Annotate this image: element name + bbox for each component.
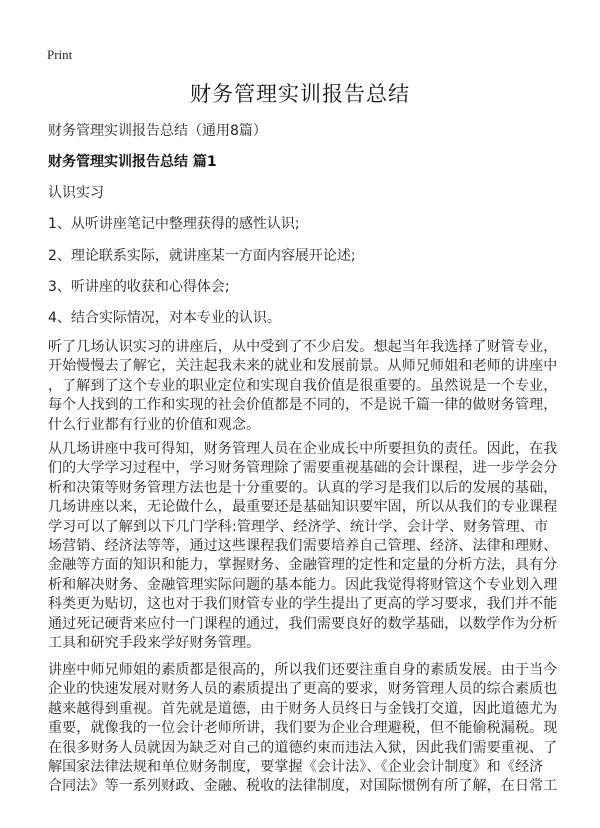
paragraph-line: 听了几场认识实习的讲座后，从中受到了不少启发。想起当年我选择了财管专业， <box>48 339 558 355</box>
paragraph-line: 从几场讲座中我可得知，财务管理人员在企业成长中所要担负的责任。因此，在我 <box>48 441 558 457</box>
paragraph-line: 析和决策等财务管理方法也是十分重要的。认真的学习是我们以后的发展的基础， <box>48 479 558 496</box>
paragraph-line: 在很多财务人员就因为缺乏对自己的道德约束而违法入狱，因此我们需要重视、了 <box>48 739 558 756</box>
paragraph-line: 越来越得到重视。首先就是道德，由于财务人员终日与金钱打交道，因此道德尤为 <box>48 700 558 717</box>
paragraph-line: 工具和研究手段来学好财务管理。 <box>48 635 261 652</box>
paragraph-line: 重要，就像我的一位会计老师所讲，我们要为企业合理避税，但不能偷税漏税。现 <box>48 720 558 737</box>
document-subtitle: 财务管理实训报告总结（通用8篇） <box>48 123 267 139</box>
paragraph-2 <box>48 440 558 653</box>
list-item: 3、听讲座的收获和心得体会; <box>48 279 230 295</box>
paragraph-line: 解国家法律法规和单位财务制度，要掌握《会计法》、《企业会计制度》和《经济 <box>48 759 544 776</box>
list-item: 4、结合实际情况，对本专业的认识。 <box>48 310 281 326</box>
paragraph-3 <box>48 661 558 797</box>
paragraph-line: 析和解决财务、金融管理实际问题的基本能力。因此我觉得将财管这个专业划入理 <box>48 576 558 593</box>
paragraph-1 <box>48 338 558 435</box>
paragraph-line: 每个人找到的工作和实现的社会价值都是不同的，不是说千篇一律的做财务管理， <box>48 397 558 414</box>
paragraph-line: 开始慢慢去了解它，关注起我未来的就业和发展前景。从师兄师姐和老师的讲座中 <box>48 358 558 375</box>
paragraph-line: 学习可以了解到以下几门学科:管理学、经济学、统计学、会计学、财务管理、市 <box>48 518 549 535</box>
paragraph-line: 企业的快速发展对财务人员的素质提出了更高的要求，财务管理人员的综合素质也 <box>48 681 558 698</box>
section-heading: 财务管理实训报告总结 篇1 <box>48 154 217 170</box>
paragraph-line: 科类更为贴切，这也对于我们财管专业的学生提出了更高的学习要求，我们并不能 <box>48 596 558 613</box>
document-title: 财务管理实训报告总结 <box>190 82 410 106</box>
paragraph-line: 合同法》等一系列财政、金融、税收的法律制度，对国际惯例有所了解，在日常工 <box>48 778 558 795</box>
print-label: Print <box>47 47 73 62</box>
paragraph-line: 金融等方面的知识和能力，掌握财务、金融管理的定性和定量的分析方法，具有分 <box>48 557 558 574</box>
paragraph-line: 讲座中师兄师姐的素质都是很高的，所以我们还要注重自身的素质发展。由于当今 <box>48 662 558 678</box>
list-item: 1、从听讲座笔记中整理获得的感性认识; <box>48 216 300 232</box>
paragraph-line: 几场讲座以来，无论做什么，最重要还是基础知识要牢固，所以从我们的专业课程 <box>48 499 558 516</box>
paragraph-line: 什么行业都有行业的价值和观念。 <box>48 416 261 433</box>
paragraph-line: ，了解到了这个专业的职业定位和实现自我价值是很重要的。虽然说是一个专业， <box>48 377 558 394</box>
intro-label: 认识实习 <box>48 185 104 201</box>
paragraph-line: 场营销、经济法等等，通过这些课程我们需要培养自己管理、经济、法律和理财、 <box>48 538 558 555</box>
list-item: 2、理论联系实际，就讲座某一方面内容展开论述; <box>48 248 356 264</box>
paragraph-line: 通过死记硬背来应付一门课程的通过，我们需要良好的数学基础，以数学作为分析 <box>48 615 558 632</box>
paragraph-line: 们的大学学习过程中，学习财务管理除了需要重视基础的会计课程，进一步学会分 <box>48 460 558 477</box>
